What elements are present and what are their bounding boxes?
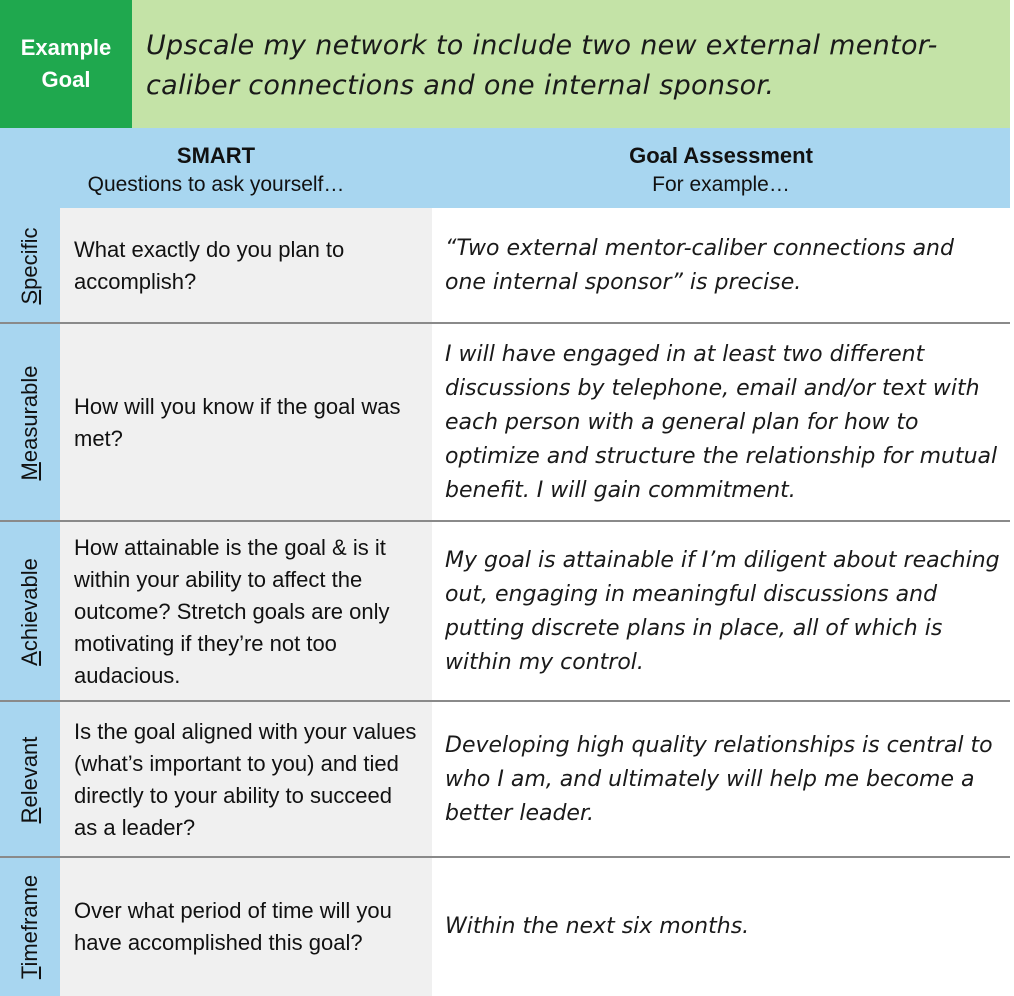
assessment-achievable [432,522,1010,702]
row-specific [0,208,1010,324]
question-text: What exactly do you plan to accomplish? [74,237,345,294]
assessment-measurable [432,324,1010,522]
row-label-rest: elevant [17,736,42,808]
question-achievable [60,522,432,702]
question-relevant [60,702,432,858]
row-label-initial: A [17,651,42,666]
example-goal-label-line1: Example [20,35,112,60]
assessment-specific [432,208,1010,324]
row-label-relevant [0,702,60,858]
assessment-relevant [432,702,1010,858]
row-label-initial: T [17,966,42,980]
question-timeframe [60,858,432,996]
question-measurable [60,324,432,522]
assessment-column-header [432,128,1010,208]
row-label-initial: S [17,289,42,305]
row-label-rest: chievable [17,558,42,652]
row-label-specific [0,208,60,324]
assessment-timeframe [432,858,1010,996]
question-text: How attainable is the goal & is it within your ability to affect the outcome? Stretch goals are only motivating if they’re not too audacious. [74,535,390,688]
row-label-achievable [0,522,60,702]
row-timeframe [0,858,1010,996]
assessment-text: Within the next six months. [445,914,750,939]
row-achievable [0,522,1010,702]
assessment-header-subtitle: For example… [652,173,790,196]
smart-header-subtitle: Questions to ask yourself… [87,173,345,196]
row-label-timeframe [0,858,60,996]
row-measurable [0,324,1010,522]
question-text: How will you know if the goal was met? [74,394,401,451]
assessment-text: My goal is attainable if I’m diligent about reaching out, engaging in meaningful discussions and putting discrete plans in place, all of which is within my control. [445,548,1000,675]
example-goal-label [0,0,132,128]
question-specific [60,208,432,324]
assessment-text: I will have engaged in at least two different discussions by telephone, email and/or text with each person with a general plan for how to optimize and structure the relationship for mutual benefit. I will gain commitment. [445,342,998,503]
assessment-text: “Two external mentor-caliber connections and one internal sponsor” is precise. [445,236,954,295]
assessment-header-title: Goal Assessment [629,143,813,168]
row-label-rest: pecific [17,227,42,290]
question-text: Is the goal aligned with your values (what’s important to you) and tied directly to your ability to succeed as a leader? [74,719,417,840]
example-goal-text: Upscale my network to include two new external mentor-caliber connections and one internal sponsor. [132,0,1010,128]
row-label-rest: imeframe [17,874,42,967]
row-label-rest: easurable [17,365,42,463]
smart-header-title: SMART [176,143,256,168]
row-relevant [0,702,1010,858]
row-label-initial: M [17,462,42,481]
row-label-initial: R [17,807,42,824]
assessment-text: Developing high quality relationships is central to who I am, and ultimately will help me become a better leader. [445,733,993,826]
row-label-measurable [0,324,60,522]
example-goal-label-line2: Goal [41,67,91,92]
question-text: Over what period of time will you have accomplished this goal? [74,898,392,955]
smart-column-header [60,128,372,208]
